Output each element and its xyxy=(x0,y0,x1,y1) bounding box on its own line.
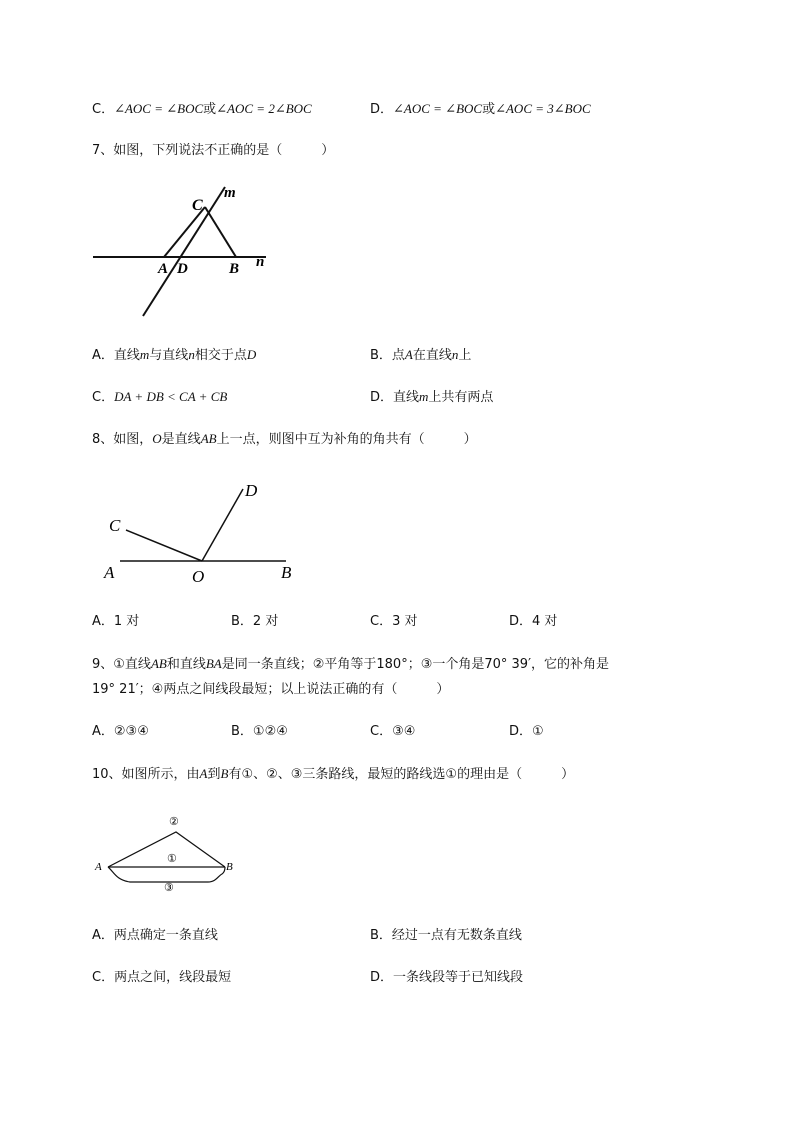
stem-text: 是直线 xyxy=(161,432,201,447)
q10-figure xyxy=(90,812,240,894)
label-a: A xyxy=(95,861,102,873)
label-b: B xyxy=(226,861,233,873)
q8-option-d[interactable]: D．4 对 xyxy=(509,614,558,629)
option-text: 与直线 xyxy=(149,348,189,363)
label-n: n xyxy=(256,254,265,270)
var-d: D xyxy=(246,347,257,362)
option-text: D．直线 xyxy=(370,390,420,405)
var-m: m xyxy=(419,389,429,404)
var-n: n xyxy=(188,347,195,362)
label-d: D xyxy=(245,481,258,500)
stem-text: 上一点，则图中互为补角的角共有（ ） xyxy=(216,432,477,447)
q7-figure xyxy=(88,180,288,320)
q7-stem: 7、如图，下列说法不正确的是（ ） xyxy=(92,143,335,158)
var-a: A xyxy=(199,766,208,781)
route-3 xyxy=(108,867,225,882)
label-c: C xyxy=(109,516,121,535)
q7-option-d[interactable] xyxy=(370,388,493,407)
option-label: C． xyxy=(92,102,115,117)
or-text: 或 xyxy=(482,102,496,117)
q6-option-c[interactable] xyxy=(92,100,312,119)
q9-option-d[interactable]: D．① xyxy=(509,724,544,739)
label-route-1: ① xyxy=(167,853,177,865)
label-d: D xyxy=(177,261,188,277)
angle-expression: ∠AOC = 2∠BOC xyxy=(216,101,312,116)
stem-text: 9、①直线 xyxy=(92,657,151,672)
inequality-expression: DA + DB < CA + CB xyxy=(114,389,228,404)
q10-option-b[interactable]: B．经过一点有无数条直线 xyxy=(370,928,522,943)
var-n: n xyxy=(451,347,459,362)
q10-option-d[interactable]: D．一条线段等于已知线段 xyxy=(370,970,524,985)
q10-stem xyxy=(92,765,574,784)
q7-option-a[interactable] xyxy=(92,346,256,365)
var-ba: BA xyxy=(205,656,222,671)
stem-text: 到 xyxy=(207,767,221,782)
option-text: B．点 xyxy=(370,348,405,363)
stem-text: 有①、②、③三条路线，最短的路线选①的理由是（ ） xyxy=(228,767,575,782)
label-route-3: ③ xyxy=(164,882,174,894)
option-text: 上 xyxy=(458,348,472,363)
var-ab: AB xyxy=(200,431,217,446)
q8-stem xyxy=(92,430,477,449)
label-b: B xyxy=(281,563,292,582)
angle-expression: ∠AOC = 3∠BOC xyxy=(495,101,591,116)
q7-option-b[interactable] xyxy=(370,346,471,365)
q8-option-b[interactable]: B．2 对 xyxy=(231,614,279,629)
label-route-2: ② xyxy=(169,816,179,828)
stem-text: 8、如图， xyxy=(92,432,153,447)
q8-figure xyxy=(98,476,308,586)
q8-option-a[interactable]: A．1 对 xyxy=(92,614,140,629)
option-text: 上共有两点 xyxy=(428,390,494,405)
angle-expression: ∠AOC = ∠BOC xyxy=(393,101,483,116)
q8-option-c[interactable]: C．3 对 xyxy=(370,614,418,629)
var-b: B xyxy=(220,766,229,781)
option-text: 相交于点 xyxy=(194,348,247,363)
q7-option-c[interactable] xyxy=(92,388,227,407)
label-o: O xyxy=(192,567,205,586)
option-text: 在直线 xyxy=(412,348,452,363)
ray-od xyxy=(202,489,243,561)
line-m xyxy=(143,187,225,316)
q6-option-d[interactable] xyxy=(370,100,591,119)
q9-stem-line1 xyxy=(92,655,609,674)
var-m: m xyxy=(139,347,150,362)
q10-option-c[interactable]: C．两点之间，线段最短 xyxy=(92,970,232,985)
option-label: D． xyxy=(370,102,394,117)
stem-text: 和直线 xyxy=(166,657,206,672)
var-ab: AB xyxy=(150,656,167,671)
q9-option-a[interactable]: A．②③④ xyxy=(92,724,149,739)
q10-option-a[interactable]: A．两点确定一条直线 xyxy=(92,928,218,943)
label-a: A xyxy=(104,563,115,582)
var-a: A xyxy=(404,347,413,362)
option-text: A．直线 xyxy=(92,348,140,363)
angle-expression: ∠AOC = ∠BOC xyxy=(114,101,204,116)
var-o: O xyxy=(152,431,162,446)
q9-stem-line2: 19° 21′；④两点之间线段最短；以上说法正确的有（ ） xyxy=(92,682,450,697)
q9-option-b[interactable]: B．①②④ xyxy=(231,724,288,739)
stem-text: 是同一条直线；②平角等于180°；③一个角是70° 39′，它的补角是 xyxy=(221,657,610,672)
label-a: A xyxy=(158,261,169,277)
segment-cb xyxy=(205,207,236,257)
label-b: B xyxy=(229,261,240,277)
label-c: C xyxy=(192,197,203,214)
stem-text: 10、如图所示，由 xyxy=(92,767,200,782)
or-text: 或 xyxy=(203,102,217,117)
ray-oc xyxy=(126,530,202,561)
label-m: m xyxy=(224,185,236,201)
q9-option-c[interactable]: C．③④ xyxy=(370,724,416,739)
option-label: C． xyxy=(92,390,115,405)
